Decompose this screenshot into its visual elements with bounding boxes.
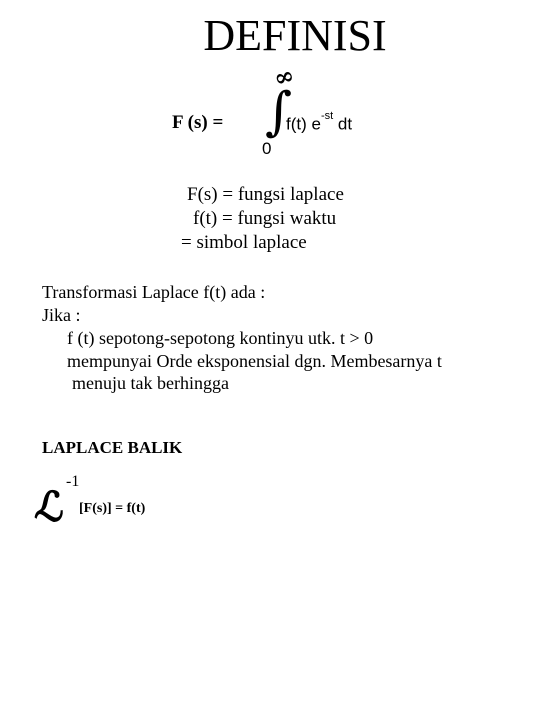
condition-piecewise-continuous: f (t) sepotong-sepotong kontinyu utk. t > 0 (67, 328, 374, 348)
differential: dt (333, 114, 353, 134)
inverse-expression: [F(s)] = f(t) (79, 501, 146, 516)
conditions-if-label: Jika : (42, 305, 81, 325)
inverse-laplace-heading: LAPLACE BALIK (42, 438, 183, 457)
definition-laplace-function: F(s) = fungsi laplace (187, 184, 344, 205)
definition-time-function: f(t) = fungsi waktu (193, 208, 337, 229)
inverse-exponent: -1 (66, 473, 80, 490)
definition-laplace-symbol: = simbol laplace (181, 232, 307, 253)
page-title: DEFINISI (203, 11, 387, 60)
formula-lhs: F (s) = (172, 112, 224, 133)
integrand-exponent: -st (320, 110, 334, 122)
condition-exponential-order: mempunyai Orde eksponensial dgn. Membesarnya t (67, 351, 442, 371)
conditions-heading: Transformasi Laplace f(t) ada : (42, 282, 266, 302)
integrand (286, 110, 353, 135)
integrand-text: f(t) e (286, 114, 321, 134)
integral-symbol: ∫ (265, 82, 293, 142)
laplace-symbol-icon: ℒ (32, 480, 69, 533)
upper-limit: ∞ (270, 59, 298, 94)
lower-limit: 0 (262, 139, 272, 158)
condition-exponential-order-continued: menuju tak berhingga (72, 373, 229, 393)
